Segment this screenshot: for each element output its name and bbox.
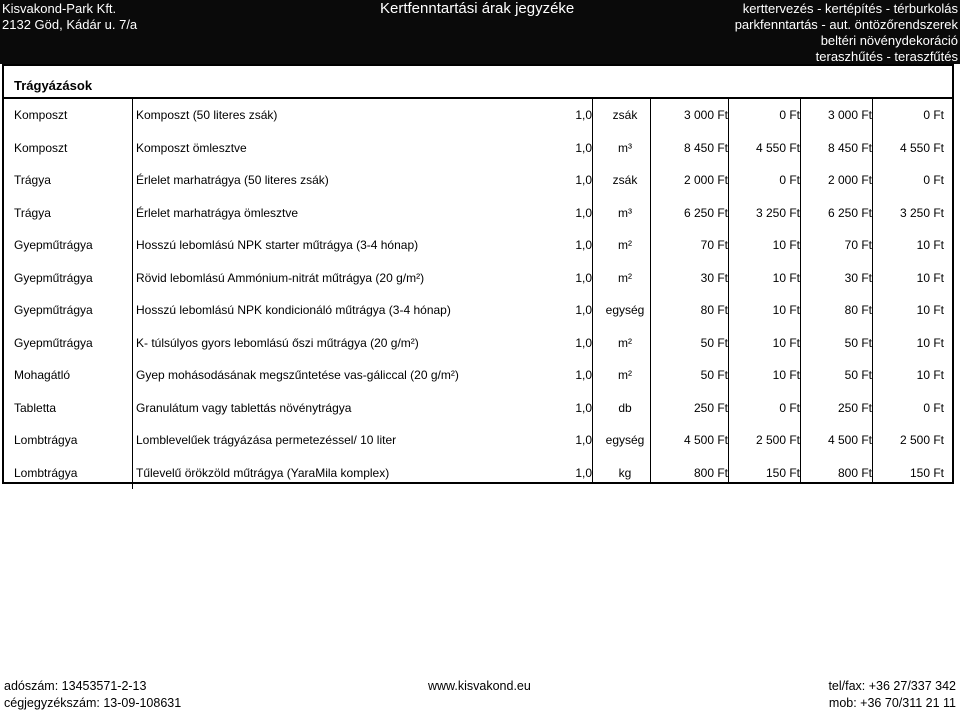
price-cell: 10 Ft	[916, 270, 944, 285]
price-cell: 70 Ft	[844, 238, 872, 252]
price-cell: 80 Ft	[844, 303, 872, 317]
category-cell: Gyepműtrágya	[14, 303, 93, 317]
description-cell: Gyep mohásodásának megszűntetése vas-gáliccal (20 g/m²)	[132, 359, 562, 392]
category-cell: Komposzt	[14, 108, 68, 122]
price-cell: 3 000 Ft	[683, 108, 728, 122]
price-cell: 800 Ft	[837, 465, 872, 480]
price-cell: 10 Ft	[916, 238, 944, 252]
price-cell: 80 Ft	[700, 303, 728, 317]
mobile-phone: mob: +36 70/311 21 11	[828, 696, 956, 710]
price-cell: 10 Ft	[772, 238, 800, 252]
table-row	[4, 229, 952, 262]
category-cell: Tabletta	[14, 400, 57, 415]
unit-cell: db	[618, 400, 632, 415]
category-cell: Trágya	[14, 173, 51, 187]
page-footer	[0, 676, 960, 712]
unit-cell: kg	[618, 465, 632, 480]
unit-cell: egység	[605, 433, 645, 447]
price-cell: 0 Ft	[923, 400, 944, 415]
table-row	[4, 197, 952, 230]
price-table	[2, 64, 954, 484]
category-cell: Mohagátló	[14, 368, 71, 382]
table-row	[4, 99, 952, 132]
price-cell: 30 Ft	[844, 270, 872, 285]
quantity-cell: 1,0	[575, 238, 592, 252]
category-cell: Gyepműtrágya	[14, 335, 93, 350]
price-cell: 0 Ft	[779, 173, 800, 187]
quantity-cell: 1,0	[575, 140, 592, 155]
price-cell: 2 500 Ft	[755, 433, 800, 447]
price-cell: 30 Ft	[700, 270, 728, 285]
unit-cell: m²	[618, 238, 632, 252]
category-cell: Lombtrágya	[14, 465, 78, 480]
section-title: Trágyázások	[14, 78, 93, 93]
unit-cell: egység	[605, 303, 645, 317]
company-info	[2, 1, 137, 33]
unit-cell: zsák	[612, 173, 638, 187]
price-cell: 10 Ft	[916, 368, 944, 382]
website-link[interactable]: www.kisvakond.eu	[428, 679, 531, 693]
price-cell: 70 Ft	[700, 238, 728, 252]
quantity-cell: 1,0	[575, 270, 592, 285]
table-row	[4, 359, 952, 392]
quantity-cell: 1,0	[575, 335, 592, 350]
category-cell: Lombtrágya	[14, 433, 78, 447]
document-title: Kertfenntartási árak jegyzéke	[380, 0, 575, 17]
unit-cell: m²	[618, 368, 632, 382]
price-cell: 10 Ft	[772, 303, 800, 317]
quantity-cell: 1,0	[575, 173, 592, 187]
price-cell: 2 000 Ft	[683, 173, 728, 187]
table-row	[4, 327, 952, 360]
price-cell: 0 Ft	[779, 108, 800, 122]
table-row	[4, 164, 952, 197]
table-row	[4, 262, 952, 295]
price-cell: 50 Ft	[844, 368, 872, 382]
price-cell: 50 Ft	[700, 368, 728, 382]
quantity-cell: 1,0	[575, 108, 592, 122]
price-cell: 10 Ft	[916, 335, 944, 350]
description-cell: Hosszú lebomlású NPK starter műtrágya (3-4 hónap)	[132, 229, 562, 262]
unit-cell: m³	[618, 205, 632, 220]
company-address: 2132 Göd, Kádár u. 7/a	[2, 17, 138, 32]
service-line: parkfenntartás - aut. öntözőrendszerek	[734, 17, 958, 32]
description-cell: Komposzt ömlesztve	[132, 132, 562, 165]
table-row	[4, 457, 952, 490]
price-cell: 150 Ft	[765, 465, 800, 480]
price-cell: 4 550 Ft	[899, 140, 944, 155]
price-cell: 8 450 Ft	[827, 140, 872, 155]
price-cell: 10 Ft	[772, 335, 800, 350]
price-cell: 10 Ft	[772, 270, 800, 285]
quantity-cell: 1,0	[575, 465, 592, 480]
description-cell: Érlelet marhatrágya (50 literes zsák)	[132, 164, 562, 197]
price-cell: 150 Ft	[909, 465, 944, 480]
page-header	[0, 0, 960, 64]
price-cell: 6 250 Ft	[683, 205, 728, 220]
description-cell: Granulátum vagy tablettás növénytrágya	[132, 392, 562, 425]
table-row	[4, 424, 952, 457]
price-cell: 8 450 Ft	[683, 140, 728, 155]
category-cell: Gyepműtrágya	[14, 270, 93, 285]
price-cell: 2 000 Ft	[827, 173, 872, 187]
quantity-cell: 1,0	[575, 433, 592, 447]
table-row	[4, 294, 952, 327]
price-cell: 0 Ft	[923, 108, 944, 122]
tax-number: adószám: 13453571-2-13	[4, 679, 147, 693]
price-cell: 10 Ft	[916, 303, 944, 317]
unit-cell: m³	[618, 140, 632, 155]
description-cell: Rövid lebomlású Ammónium-nitrát műtrágya (20 g/m²)	[132, 262, 562, 295]
description-cell: Tűlevelű örökzöld műtrágya (YaraMila komplex)	[132, 457, 562, 490]
unit-cell: m²	[618, 335, 632, 350]
table-row	[4, 132, 952, 165]
quantity-cell: 1,0	[575, 400, 592, 415]
service-line: teraszhűtés - teraszfűtés	[815, 49, 958, 64]
table-row	[4, 392, 952, 425]
service-line: beltéri növénydekoráció	[820, 33, 958, 48]
price-cell: 50 Ft	[700, 335, 728, 350]
price-cell: 0 Ft	[779, 400, 800, 415]
category-cell: Komposzt	[14, 140, 68, 155]
price-cell: 3 000 Ft	[827, 108, 872, 122]
registry-number: cégjegyzékszám: 13-09-108631	[4, 696, 182, 710]
price-cell: 3 250 Ft	[899, 205, 944, 220]
description-cell: Komposzt (50 literes zsák)	[132, 99, 562, 132]
price-cell: 6 250 Ft	[827, 205, 872, 220]
price-cell: 2 500 Ft	[899, 433, 944, 447]
quantity-cell: 1,0	[575, 303, 592, 317]
price-cell: 3 250 Ft	[755, 205, 800, 220]
unit-cell: zsák	[612, 108, 638, 122]
footer-contact	[828, 678, 956, 712]
category-cell: Trágya	[14, 205, 51, 220]
category-cell: Gyepműtrágya	[14, 238, 93, 252]
price-cell: 10 Ft	[772, 368, 800, 382]
price-cell: 4 550 Ft	[755, 140, 800, 155]
quantity-cell: 1,0	[575, 205, 592, 220]
phone-fax: tel/fax: +36 27/337 342	[828, 679, 956, 693]
price-cell: 800 Ft	[693, 465, 728, 480]
price-cell: 250 Ft	[837, 400, 872, 415]
description-cell: Lomblevelűek trágyázása permetezéssel/ 10 liter	[132, 424, 562, 457]
description-cell: Hosszú lebomlású NPK kondicionáló műtrágya (3-4 hónap)	[132, 294, 562, 327]
unit-cell: m²	[618, 270, 632, 285]
price-cell: 4 500 Ft	[683, 433, 728, 447]
service-line: kerttervezés - kertépítés - térburkolás	[742, 1, 958, 16]
company-name: Kisvakond-Park Kft.	[2, 1, 117, 16]
price-cell: 50 Ft	[844, 335, 872, 350]
price-cell: 250 Ft	[693, 400, 728, 415]
table-body	[4, 99, 952, 489]
services-list	[735, 1, 958, 65]
price-cell: 4 500 Ft	[827, 433, 872, 447]
price-cell: 0 Ft	[923, 173, 944, 187]
description-cell: K- túlsúlyos gyors lebomlású őszi műtrágya (20 g/m²)	[132, 327, 562, 360]
description-cell: Érlelet marhatrágya ömlesztve	[132, 197, 562, 230]
footer-legal	[4, 678, 181, 712]
quantity-cell: 1,0	[575, 368, 592, 382]
